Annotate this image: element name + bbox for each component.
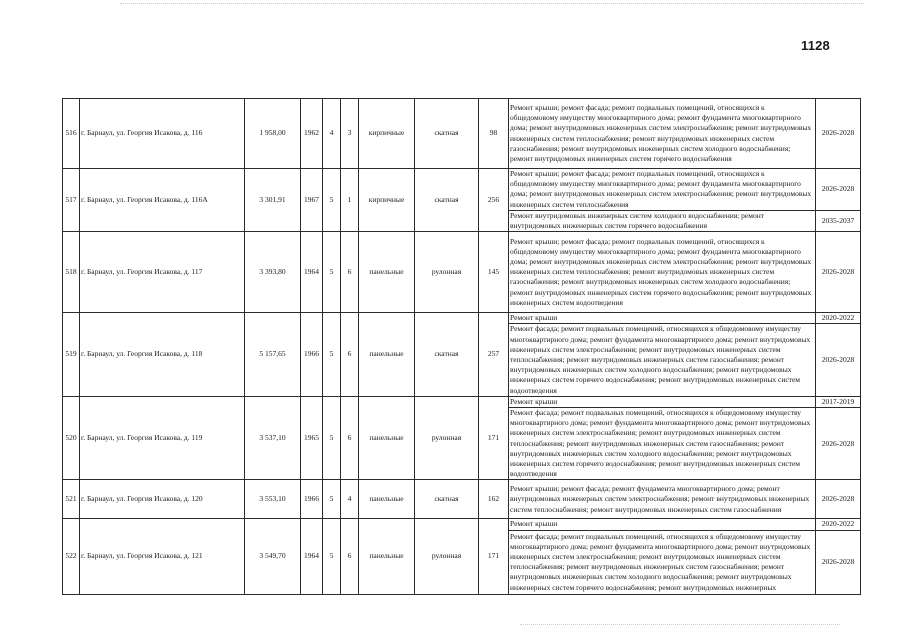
repair-works-cell: Ремонт фасада; ремонт подвальных помещений, относящихся к общедомовому имуществу многоквартирного дома; ремонт фундамента многоквартирного дома; ремонт внутридомовых инженерных систем электроснабжения; ремонт внутридомовых инженерных систем теплоснабжения; ремонт внутридомовых инженерных систем газоснабжения; ремонт внутридомовых инженерных систем холодного водоснабжения; ремонт внутридомовых инженерных систем горячего водоснабжения; ремонт внутридомовых инженерных систем водоотведения	[509, 324, 816, 396]
row-number: 519	[63, 313, 80, 397]
table-row	[63, 232, 861, 313]
row-number: 516	[63, 99, 80, 169]
entrances-cell: 6	[341, 396, 359, 480]
repair-works-cell: Ремонт крыши	[509, 396, 816, 407]
repair-works-cell: Ремонт крыши; ремонт фасада; ремонт фундамента многоквартирного дома; ремонт внутридомовых инженерных систем электроснабжения; ремонт внутридомовых инженерных систем теплоснабжения; ремонт внутридомовых инженерных систем газоснабжения	[509, 480, 816, 519]
repair-period-cell: 2026-2028	[816, 232, 861, 313]
address-cell: г. Барнаул, ул. Георгия Исакова, д. 117	[80, 232, 245, 313]
year-built-cell: 1967	[301, 169, 323, 232]
wall-material-cell: панельные	[359, 313, 415, 397]
area-cell: 3 553,10	[245, 480, 301, 519]
wall-material-cell: панельные	[359, 480, 415, 519]
apartments-cell: 98	[479, 99, 509, 169]
repair-period-cell: 2026-2028	[816, 480, 861, 519]
wall-material-cell: панельные	[359, 396, 415, 480]
entrances-cell: 4	[341, 480, 359, 519]
repair-works-cell: Ремонт крыши; ремонт фасада; ремонт подвальных помещений, относящихся к общедомовому имуществу многоквартирного дома; ремонт фундамента многоквартирного дома; ремонт внутридомовых инженерных систем электроснабжения; ремонт внутридомовых инженерных систем теплоснабжения; ремонт внутридомовых инженерных систем газоснабжения; ремонт внутридомовых инженерных систем холодного водоснабжения; ремонт внутридомовых инженерных систем горячего водоснабжения; ремонт внутридомовых инженерных систем водоотведения	[509, 232, 816, 313]
address-cell: г. Барнаул, ул. Георгия Исакова, д. 120	[80, 480, 245, 519]
row-number: 518	[63, 232, 80, 313]
entrances-cell: 1	[341, 169, 359, 232]
repair-period-cell: 2026-2028	[816, 324, 861, 396]
scan-edge-noise	[120, 3, 864, 6]
area-cell: 3 301,91	[245, 169, 301, 232]
address-cell: г. Барнаул, ул. Георгия Исакова, д. 121	[80, 519, 245, 594]
roof-type-cell: рулонная	[415, 519, 479, 594]
table-row	[63, 480, 861, 519]
entrances-cell: 6	[341, 232, 359, 313]
table-row	[63, 396, 861, 407]
roof-type-cell: скатная	[415, 480, 479, 519]
row-number: 522	[63, 519, 80, 594]
repair-works-cell: Ремонт крыши; ремонт фасада; ремонт подвальных помещений, относящихся к общедомовому имуществу многоквартирного дома; ремонт фундамента многоквартирного дома; ремонт внутридомовых инженерных систем электроснабжения; ремонт внутридомовых инженерных систем теплоснабжения; ремонт внутридомовых инженерных систем газоснабжения; ремонт внутридомовых инженерных систем холодного водоснабжения; ремонт внутридомовых инженерных систем горячего водоснабжения	[509, 99, 816, 169]
wall-material-cell: панельные	[359, 519, 415, 594]
repair-works-cell: Ремонт фасада; ремонт подвальных помещений, относящихся к общедомовому имуществу многоквартирного дома; ремонт фундамента многоквартирного дома; ремонт внутридомовых инженерных систем электроснабжения; ремонт внутридомовых инженерных систем теплоснабжения; ремонт внутридомовых инженерных систем газоснабжения; ремонт внутридомовых инженерных систем холодного водоснабжения; ремонт внутридомовых инженерных систем горячего водоснабжения; ремонт внутридомовых инженерных систем водоотведения	[509, 408, 816, 480]
apartments-cell: 256	[479, 169, 509, 232]
year-built-cell: 1962	[301, 99, 323, 169]
roof-type-cell: скатная	[415, 169, 479, 232]
wall-material-cell: панельные	[359, 232, 415, 313]
address-cell: г. Барнаул, ул. Георгия Исакова, д. 118	[80, 313, 245, 397]
address-cell: г. Барнаул, ул. Георгия Исакова, д. 119	[80, 396, 245, 480]
scan-edge-noise-bottom	[520, 624, 840, 625]
roof-type-cell: скатная	[415, 99, 479, 169]
page-number: 1128	[800, 38, 830, 53]
wall-material-cell: кирпичные	[359, 169, 415, 232]
roof-type-cell: рулонная	[415, 396, 479, 480]
area-cell: 3 537,10	[245, 396, 301, 480]
repair-period-cell: 2020-2022	[816, 519, 861, 530]
floors-cell: 5	[323, 169, 341, 232]
address-cell: г. Барнаул, ул. Георгия Исакова, д. 116А	[80, 169, 245, 232]
repair-period-cell: 2020-2022	[816, 313, 861, 324]
repair-works-cell: Ремонт фасада; ремонт подвальных помещений, относящихся к общедомовому имуществу многоквартирного дома; ремонт фундамента многоквартирного дома; ремонт внутридомовых инженерных систем электроснабжения; ремонт внутридомовых инженерных систем теплоснабжения; ремонт внутридомовых инженерных систем газоснабжения; ремонт внутридомовых инженерных систем холодного водоснабжения; ремонт внутридомовых инженерных систем горячего водоснабжения; ремонт внутридомовых инженерных	[509, 530, 816, 594]
repair-works-cell: Ремонт крыши	[509, 313, 816, 324]
entrances-cell: 3	[341, 99, 359, 169]
repair-period-cell: 2026-2028	[816, 530, 861, 594]
row-number: 521	[63, 480, 80, 519]
row-number: 517	[63, 169, 80, 232]
year-built-cell: 1965	[301, 396, 323, 480]
apartments-cell: 257	[479, 313, 509, 397]
repair-works-cell: Ремонт крыши	[509, 519, 816, 530]
area-cell: 1 958,00	[245, 99, 301, 169]
floors-cell: 5	[323, 396, 341, 480]
repair-period-cell: 2026-2028	[816, 169, 861, 211]
address-cell: г. Барнаул, ул. Георгия Исакова, д. 116	[80, 99, 245, 169]
year-built-cell: 1966	[301, 480, 323, 519]
repair-works-cell: Ремонт внутридомовых инженерных систем холодного водоснабжения; ремонт внутридомовых инженерных систем горячего водоснабжения	[509, 210, 816, 231]
roof-type-cell: скатная	[415, 313, 479, 397]
apartments-cell: 171	[479, 519, 509, 594]
wall-material-cell: кирпичные	[359, 99, 415, 169]
table-body	[63, 99, 861, 595]
repair-period-cell: 2026-2028	[816, 99, 861, 169]
roof-type-cell: рулонная	[415, 232, 479, 313]
table-row	[63, 519, 861, 530]
repair-period-cell: 2035-2037	[816, 210, 861, 231]
repair-works-cell: Ремонт крыши; ремонт фасада; ремонт подвальных помещений, относящихся к общедомовому имуществу многоквартирного дома; ремонт фундамента многоквартирного дома; ремонт внутридомовых инженерных систем электроснабжения; ремонт внутридомовых инженерных систем теплоснабжения	[509, 169, 816, 211]
year-built-cell: 1964	[301, 232, 323, 313]
floors-cell: 5	[323, 519, 341, 594]
repair-period-cell: 2017-2019	[816, 396, 861, 407]
apartments-cell: 145	[479, 232, 509, 313]
floors-cell: 4	[323, 99, 341, 169]
area-cell: 5 157,65	[245, 313, 301, 397]
row-number: 520	[63, 396, 80, 480]
year-built-cell: 1964	[301, 519, 323, 594]
floors-cell: 5	[323, 480, 341, 519]
apartments-cell: 171	[479, 396, 509, 480]
floors-cell: 5	[323, 313, 341, 397]
floors-cell: 5	[323, 232, 341, 313]
entrances-cell: 6	[341, 519, 359, 594]
entrances-cell: 6	[341, 313, 359, 397]
area-cell: 3 549,70	[245, 519, 301, 594]
apartments-cell: 162	[479, 480, 509, 519]
housing-repair-table	[62, 98, 861, 595]
area-cell: 3 393,80	[245, 232, 301, 313]
table-row	[63, 99, 861, 169]
repair-period-cell: 2026-2028	[816, 408, 861, 480]
table-row	[63, 313, 861, 324]
year-built-cell: 1966	[301, 313, 323, 397]
table-row	[63, 169, 861, 211]
